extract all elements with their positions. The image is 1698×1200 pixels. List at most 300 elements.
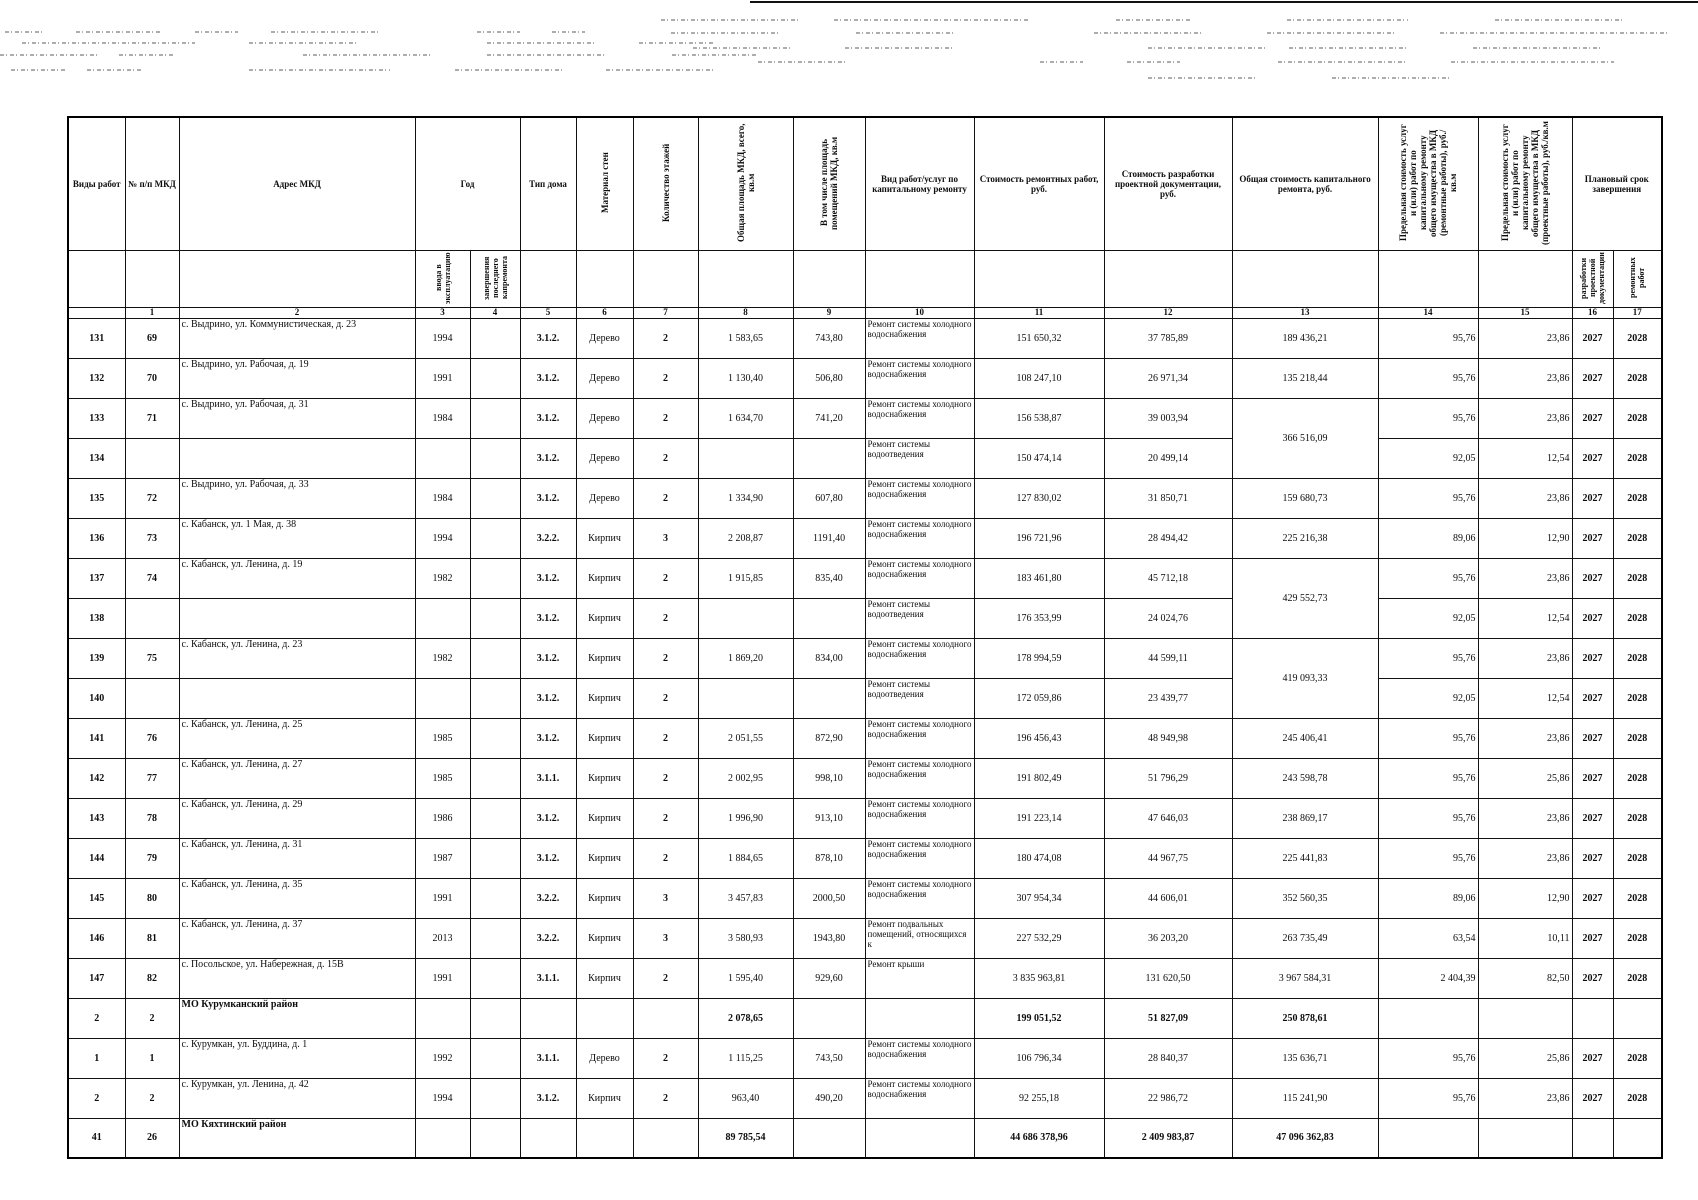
total-area-cell: [698, 918, 793, 958]
year-last-repair-cell: [470, 1078, 520, 1118]
year-built-cell-text: 1985: [432, 732, 453, 744]
wall-material-cell-text: Кирпич: [588, 692, 621, 704]
floors-cell-text: 2: [663, 492, 669, 504]
column-number-cell: 8: [698, 307, 793, 318]
deadline-design-cell-text: 2027: [1582, 812, 1603, 824]
work-no-cell-text: 136: [89, 532, 105, 544]
total-cost-cell-text: 225 441,83: [1282, 852, 1328, 864]
work-no-cell-text: 139: [89, 652, 105, 664]
total-area-cell-text: 1 996,90: [728, 812, 764, 824]
work-no-cell: [68, 838, 125, 878]
limit-repair-cell-text: 95,76: [1453, 772, 1476, 784]
year-built-cell-text: 1984: [432, 492, 453, 504]
design-cost-cell: [1104, 678, 1232, 718]
wall-material-cell: [576, 718, 633, 758]
header-total-area: [698, 117, 793, 250]
premises-area-cell-text: 2000,50: [812, 892, 846, 904]
design-cost-cell: [1104, 598, 1232, 638]
design-cost-cell: [1104, 798, 1232, 838]
deadline-repair-cell-text: 2028: [1627, 492, 1648, 504]
year-last-repair-cell: [470, 398, 520, 438]
year-built-cell: [415, 798, 470, 838]
wall-material-cell: [576, 1118, 633, 1158]
wall-material-cell: [576, 838, 633, 878]
mkd-no-cell: [125, 678, 179, 718]
floors-cell: [633, 1078, 698, 1118]
limit-repair-cell-text: 95,76: [1453, 572, 1476, 584]
deadline-repair-cell-text: 2028: [1627, 612, 1648, 624]
deadline-repair-cell: [1613, 438, 1662, 478]
header-premises-area: [793, 117, 865, 250]
wall-material-cell-text: Кирпич: [588, 1092, 621, 1104]
premises-area-cell-text: 998,10: [815, 772, 843, 784]
total-area-cell: [698, 838, 793, 878]
address-cell-text: с. Кабанск, ул. Ленина, д. 19: [181, 558, 303, 570]
column-number-cell: 3: [415, 307, 470, 318]
deadline-repair-cell: [1613, 878, 1662, 918]
floors-cell: [633, 638, 698, 678]
house-type-cell-text: 3.2.2.: [536, 892, 560, 904]
column-number-cell: 13: [1232, 307, 1378, 318]
limit-design-cell: [1478, 958, 1572, 998]
deadline-repair-cell-text: 2028: [1627, 932, 1648, 944]
design-cost-cell-text: 131 620,50: [1145, 972, 1191, 984]
deadline-repair-cell-text: 2028: [1627, 852, 1648, 864]
total-cost-cell-text: 238 869,17: [1282, 812, 1328, 824]
limit-repair-cell: [1378, 358, 1478, 398]
service-cell-text: Ремонт подвальных помещений, относящихся к: [867, 918, 967, 949]
mkd-no-cell-text: 78: [147, 812, 157, 824]
table-row: [68, 598, 1662, 638]
design-cost-cell-text: 20 499,14: [1148, 452, 1189, 464]
mkd-no-cell: [125, 878, 179, 918]
repair-cost-cell-text: 196 456,43: [1016, 732, 1062, 744]
floors-cell-text: 2: [663, 652, 669, 664]
year-last-repair-cell: [470, 918, 520, 958]
premises-area-cell-text: 743,50: [815, 1052, 843, 1064]
house-type-cell-text: 3.1.2.: [536, 372, 560, 384]
mkd-no-cell: [125, 838, 179, 878]
mkd-no-cell-text: 26: [147, 1132, 157, 1144]
service-cell: [865, 958, 974, 998]
deadline-repair-cell: [1613, 558, 1662, 598]
floors-cell-text: 2: [663, 692, 669, 704]
mkd-no-cell-text: 77: [147, 772, 157, 784]
year-last-repair-cell: [470, 438, 520, 478]
limit-repair-cell-text: 63,54: [1453, 932, 1476, 944]
work-no-cell-text: 147: [89, 972, 105, 984]
year-built-cell: [415, 318, 470, 358]
repair-cost-cell-text: 183 461,80: [1016, 572, 1062, 584]
service-cell-text: Ремонт системы водоотведения: [867, 678, 931, 699]
repair-cost-cell: [974, 318, 1104, 358]
header-total-cost: Общая стоимость капитального ремонта, руб.: [1232, 117, 1378, 250]
total-area-cell-text: 3 457,83: [728, 892, 764, 904]
floors-cell: [633, 1038, 698, 1078]
house-type-cell: [520, 718, 576, 758]
header-address: Адрес МКД: [179, 117, 415, 250]
premises-area-cell: [793, 438, 865, 478]
column-number-row: [68, 307, 1662, 318]
column-number-cell: 14: [1378, 307, 1478, 318]
repair-cost-cell: [974, 478, 1104, 518]
limit-design-cell-text: 23,86: [1547, 652, 1570, 664]
table-row: [68, 878, 1662, 918]
total-cost-cell: [1232, 1118, 1378, 1158]
work-no-cell: [68, 918, 125, 958]
service-cell: [865, 878, 974, 918]
wall-material-cell: [576, 518, 633, 558]
header-limit-design: [1478, 117, 1572, 250]
design-cost-cell-text: 47 646,03: [1148, 812, 1189, 824]
wall-material-cell-text: Кирпич: [588, 932, 621, 944]
repair-cost-cell: [974, 518, 1104, 558]
premises-area-cell-text: 834,00: [815, 652, 843, 664]
total-cost-cell: [1232, 558, 1378, 638]
premises-area-cell-text: 878,10: [815, 852, 843, 864]
deadline-repair-cell: [1613, 598, 1662, 638]
design-cost-cell: [1104, 478, 1232, 518]
design-cost-cell-text: 36 203,20: [1148, 932, 1189, 944]
limit-repair-cell-text: 92,05: [1453, 612, 1476, 624]
house-type-cell: [520, 1078, 576, 1118]
repair-cost-cell: [974, 838, 1104, 878]
mkd-no-cell-text: 70: [147, 372, 157, 384]
deadline-design-cell-text: 2027: [1582, 612, 1603, 624]
year-built-cell-text: 1982: [432, 652, 453, 664]
header-total-area-text: Общая площадь МКД, всего, кв.м: [735, 123, 756, 243]
limit-design-cell-text: 10,11: [1547, 932, 1570, 944]
design-cost-cell: [1104, 758, 1232, 798]
premises-area-cell-text: 490,20: [815, 1092, 843, 1104]
house-type-cell-text: 3.1.1.: [536, 972, 560, 984]
service-cell: [865, 1118, 974, 1158]
total-cost-cell: [1232, 318, 1378, 358]
year-built-cell-text: 1991: [432, 892, 453, 904]
deadline-repair-cell: [1613, 478, 1662, 518]
header-blank-cell: [576, 250, 633, 307]
deadline-design-cell: [1572, 478, 1613, 518]
address-cell-text: с. Кабанск, ул. Ленина, д. 31: [181, 838, 303, 850]
total-area-cell: [698, 638, 793, 678]
mkd-no-cell-text: 71: [147, 412, 157, 424]
floors-cell-text: 2: [663, 372, 669, 384]
total-area-cell: [698, 518, 793, 558]
total-cost-cell-text: 245 406,41: [1282, 732, 1328, 744]
total-area-cell-text: 1 915,85: [728, 572, 764, 584]
year-last-repair-cell: [470, 798, 520, 838]
header-limit-repair: [1378, 117, 1478, 250]
service-cell: [865, 718, 974, 758]
repair-cost-cell: [974, 678, 1104, 718]
floors-cell-text: 3: [663, 932, 669, 944]
floors-cell: [633, 1118, 698, 1158]
header-service: Вид работ/услуг по капитальному ремонту: [865, 117, 974, 250]
deadline-repair-cell-text: 2028: [1627, 892, 1648, 904]
address-cell: [179, 398, 415, 438]
floors-cell: [633, 438, 698, 478]
house-type-cell-text: 3.1.2.: [536, 452, 560, 464]
wall-material-cell: [576, 998, 633, 1038]
service-cell: [865, 558, 974, 598]
repair-cost-cell: [974, 998, 1104, 1038]
work-no-cell: [68, 958, 125, 998]
floors-cell-text: 2: [663, 772, 669, 784]
total-cost-cell: [1232, 798, 1378, 838]
house-type-cell-text: 3.1.2.: [536, 572, 560, 584]
floors-cell: [633, 998, 698, 1038]
limit-repair-cell: [1378, 478, 1478, 518]
total-cost-cell: [1232, 838, 1378, 878]
deadline-repair-cell: [1613, 518, 1662, 558]
year-built-cell: [415, 518, 470, 558]
repair-cost-cell-text: 196 721,96: [1016, 532, 1062, 544]
floors-cell: [633, 398, 698, 438]
address-cell: [179, 838, 415, 878]
work-no-cell: [68, 1118, 125, 1158]
work-no-cell-text: 2: [94, 1092, 100, 1104]
design-cost-cell-text: 39 003,94: [1148, 412, 1189, 424]
deadline-design-cell: [1572, 1038, 1613, 1078]
floors-cell-text: 3: [663, 892, 669, 904]
total-cost-cell: [1232, 1078, 1378, 1118]
service-cell-text: Ремонт системы холодного водоснабжения: [867, 798, 972, 819]
service-cell-text: Ремонт системы водоотведения: [867, 598, 931, 619]
floors-cell-text: 2: [663, 612, 669, 624]
header-premises-area-text: В том числе площадь помещений МКД, кв.м: [819, 136, 840, 230]
work-no-cell-text: 137: [89, 572, 105, 584]
limit-repair-cell-text: 95,76: [1453, 852, 1476, 864]
work-no-cell: [68, 398, 125, 438]
house-type-cell-text: 3.2.2.: [536, 932, 560, 944]
wall-material-cell: [576, 1078, 633, 1118]
address-cell: [179, 918, 415, 958]
service-cell: [865, 398, 974, 438]
header-year-last-repair: [470, 250, 520, 307]
wall-material-cell: [576, 678, 633, 718]
deadline-repair-cell: [1613, 1078, 1662, 1118]
premises-area-cell: [793, 638, 865, 678]
premises-area-cell: [793, 1118, 865, 1158]
premises-area-cell-text: 872,90: [815, 732, 843, 744]
work-no-cell: [68, 758, 125, 798]
limit-repair-cell: [1378, 398, 1478, 438]
limit-repair-cell-text: 89,06: [1453, 892, 1476, 904]
total-cost-cell: [1232, 478, 1378, 518]
design-cost-cell-text: 37 785,89: [1148, 332, 1189, 344]
design-cost-cell-text: 28 840,37: [1148, 1052, 1189, 1064]
deadline-design-cell-text: 2027: [1582, 412, 1603, 424]
design-cost-cell-text: 23 439,77: [1148, 692, 1189, 704]
deadline-design-cell-text: 2027: [1582, 852, 1603, 864]
limit-design-cell: [1478, 678, 1572, 718]
total-area-cell: [698, 558, 793, 598]
column-number-cell: 2: [179, 307, 415, 318]
limit-repair-cell: [1378, 638, 1478, 678]
total-cost-cell-text: 243 598,78: [1282, 772, 1328, 784]
limit-design-cell: [1478, 1078, 1572, 1118]
deadline-repair-cell: [1613, 798, 1662, 838]
house-type-cell-text: 3.2.2.: [536, 532, 560, 544]
limit-design-cell-text: 23,86: [1547, 812, 1570, 824]
floors-cell: [633, 358, 698, 398]
design-cost-cell: [1104, 318, 1232, 358]
premises-area-cell: [793, 918, 865, 958]
header-mkd-no: № п/п МКД: [125, 117, 179, 250]
limit-design-cell: [1478, 998, 1572, 1038]
limit-design-cell: [1478, 878, 1572, 918]
design-cost-cell-text: 24 024,76: [1148, 612, 1189, 624]
floors-cell: [633, 878, 698, 918]
header-floors: [633, 117, 698, 250]
mkd-no-cell-text: 72: [147, 492, 157, 504]
floors-cell-text: 2: [663, 1052, 669, 1064]
deadline-design-cell: [1572, 518, 1613, 558]
work-no-cell-text: 133: [89, 412, 105, 424]
wall-material-cell-text: Кирпич: [588, 852, 621, 864]
wall-material-cell-text: Кирпич: [588, 772, 621, 784]
design-cost-cell: [1104, 1038, 1232, 1078]
address-cell: [179, 1118, 415, 1158]
deadline-design-cell: [1572, 718, 1613, 758]
service-cell: [865, 318, 974, 358]
column-number-cell: 5: [520, 307, 576, 318]
table-row: [68, 518, 1662, 558]
address-cell-text: с. Выдрино, ул. Рабочая, д. 33: [181, 478, 309, 490]
year-built-cell: [415, 838, 470, 878]
header-work-type: Виды работ: [68, 117, 125, 250]
floors-cell-text: 2: [663, 572, 669, 584]
column-number-cell: 9: [793, 307, 865, 318]
premises-area-cell-text: 743,80: [815, 332, 843, 344]
total-cost-cell-text: 225 216,38: [1282, 532, 1328, 544]
limit-repair-cell: [1378, 598, 1478, 638]
total-area-cell: [698, 958, 793, 998]
header-wall-material-text: Материал стен: [599, 152, 610, 214]
year-last-repair-cell: [470, 478, 520, 518]
total-area-cell: [698, 1038, 793, 1078]
house-type-cell: [520, 798, 576, 838]
column-number-cell: 4: [470, 307, 520, 318]
header-limit-repair-text: Предельная стоимость услуг и (или) работ по капитальному ремонту общего имущества в МКД (ремонтные работы), руб./кв.м: [1398, 124, 1459, 242]
floors-cell-text: 2: [663, 332, 669, 344]
address-cell-text: с. Курумкан, ул. Буддина, д. 1: [181, 1038, 308, 1050]
deadline-design-cell: [1572, 798, 1613, 838]
mkd-no-cell: [125, 638, 179, 678]
floors-cell: [633, 918, 698, 958]
limit-repair-cell-text: 95,76: [1453, 372, 1476, 384]
total-area-cell: [698, 718, 793, 758]
premises-area-cell: [793, 518, 865, 558]
repair-cost-cell-text: 3 835 963,81: [1012, 972, 1066, 984]
column-number-cell: 7: [633, 307, 698, 318]
mkd-no-cell: [125, 1118, 179, 1158]
year-built-cell: [415, 1078, 470, 1118]
repair-cost-cell-text: 151 650,32: [1016, 332, 1062, 344]
address-cell: [179, 518, 415, 558]
repair-cost-cell: [974, 918, 1104, 958]
address-cell: [179, 758, 415, 798]
deadline-design-cell: [1572, 398, 1613, 438]
deadline-repair-cell: [1613, 318, 1662, 358]
deadline-repair-cell: [1613, 718, 1662, 758]
total-area-cell-text: 1 595,40: [728, 972, 764, 984]
repair-cost-cell-text: 176 353,99: [1016, 612, 1062, 624]
premises-area-cell: [793, 798, 865, 838]
deadline-design-cell-text: 2027: [1582, 332, 1603, 344]
deadline-repair-cell-text: 2028: [1627, 372, 1648, 384]
service-cell-text: Ремонт системы холодного водоснабжения: [867, 1078, 972, 1099]
address-cell: [179, 1038, 415, 1078]
premises-area-cell: [793, 758, 865, 798]
service-cell-text: Ремонт системы холодного водоснабжения: [867, 358, 972, 379]
deadline-design-cell-text: 2027: [1582, 1092, 1603, 1104]
deadline-design-cell-text: 2027: [1582, 532, 1603, 544]
year-built-cell: [415, 1118, 470, 1158]
premises-area-cell: [793, 318, 865, 358]
limit-repair-cell: [1378, 878, 1478, 918]
premises-area-cell-text: 607,80: [815, 492, 843, 504]
year-built-cell: [415, 1038, 470, 1078]
deadline-design-cell: [1572, 918, 1613, 958]
wall-material-cell-text: Кирпич: [588, 892, 621, 904]
wall-material-cell-text: Дерево: [589, 492, 620, 504]
mkd-no-cell: [125, 358, 179, 398]
limit-design-cell-text: 23,86: [1547, 1092, 1570, 1104]
design-cost-cell: [1104, 518, 1232, 558]
mkd-no-cell-text: 81: [147, 932, 157, 944]
limit-design-cell: [1478, 1038, 1572, 1078]
address-cell: [179, 798, 415, 838]
deadline-repair-cell: [1613, 638, 1662, 678]
address-cell-text: МО Курумканский район: [181, 998, 299, 1010]
limit-repair-cell-text: 95,76: [1453, 332, 1476, 344]
year-built-cell-text: 1986: [432, 812, 453, 824]
deadline-repair-cell-text: 2028: [1627, 692, 1648, 704]
deadline-design-cell: [1572, 598, 1613, 638]
total-area-cell: [698, 398, 793, 438]
total-cost-cell-text: 429 552,73: [1282, 592, 1328, 604]
wall-material-cell-text: Кирпич: [588, 652, 621, 664]
total-area-cell: [698, 478, 793, 518]
deadline-repair-cell: [1613, 758, 1662, 798]
repair-cost-cell-text: 156 538,87: [1016, 412, 1062, 424]
premises-area-cell: [793, 998, 865, 1038]
wall-material-cell: [576, 918, 633, 958]
table-row: [68, 838, 1662, 878]
premises-area-cell-text: 1943,80: [812, 932, 846, 944]
header-blank-cell: [68, 250, 125, 307]
service-cell: [865, 478, 974, 518]
address-cell: [179, 598, 415, 638]
work-no-cell: [68, 718, 125, 758]
year-built-cell: [415, 918, 470, 958]
design-cost-cell-text: 51 796,29: [1148, 772, 1189, 784]
deadline-repair-cell-text: 2028: [1627, 532, 1648, 544]
deadline-repair-cell-text: 2028: [1627, 412, 1648, 424]
deadline-repair-cell: [1613, 958, 1662, 998]
wall-material-cell: [576, 558, 633, 598]
table-body: [68, 318, 1662, 1158]
total-area-cell-text: 89 785,54: [725, 1132, 766, 1144]
limit-repair-cell: [1378, 758, 1478, 798]
table-row: [68, 758, 1662, 798]
design-cost-cell-text: 44 967,75: [1148, 852, 1189, 864]
design-cost-cell-text: 2 409 983,87: [1141, 1132, 1195, 1144]
deadline-repair-cell-text: 2028: [1627, 572, 1648, 584]
house-type-cell-text: 3.1.2.: [536, 732, 560, 744]
year-built-cell: [415, 558, 470, 598]
